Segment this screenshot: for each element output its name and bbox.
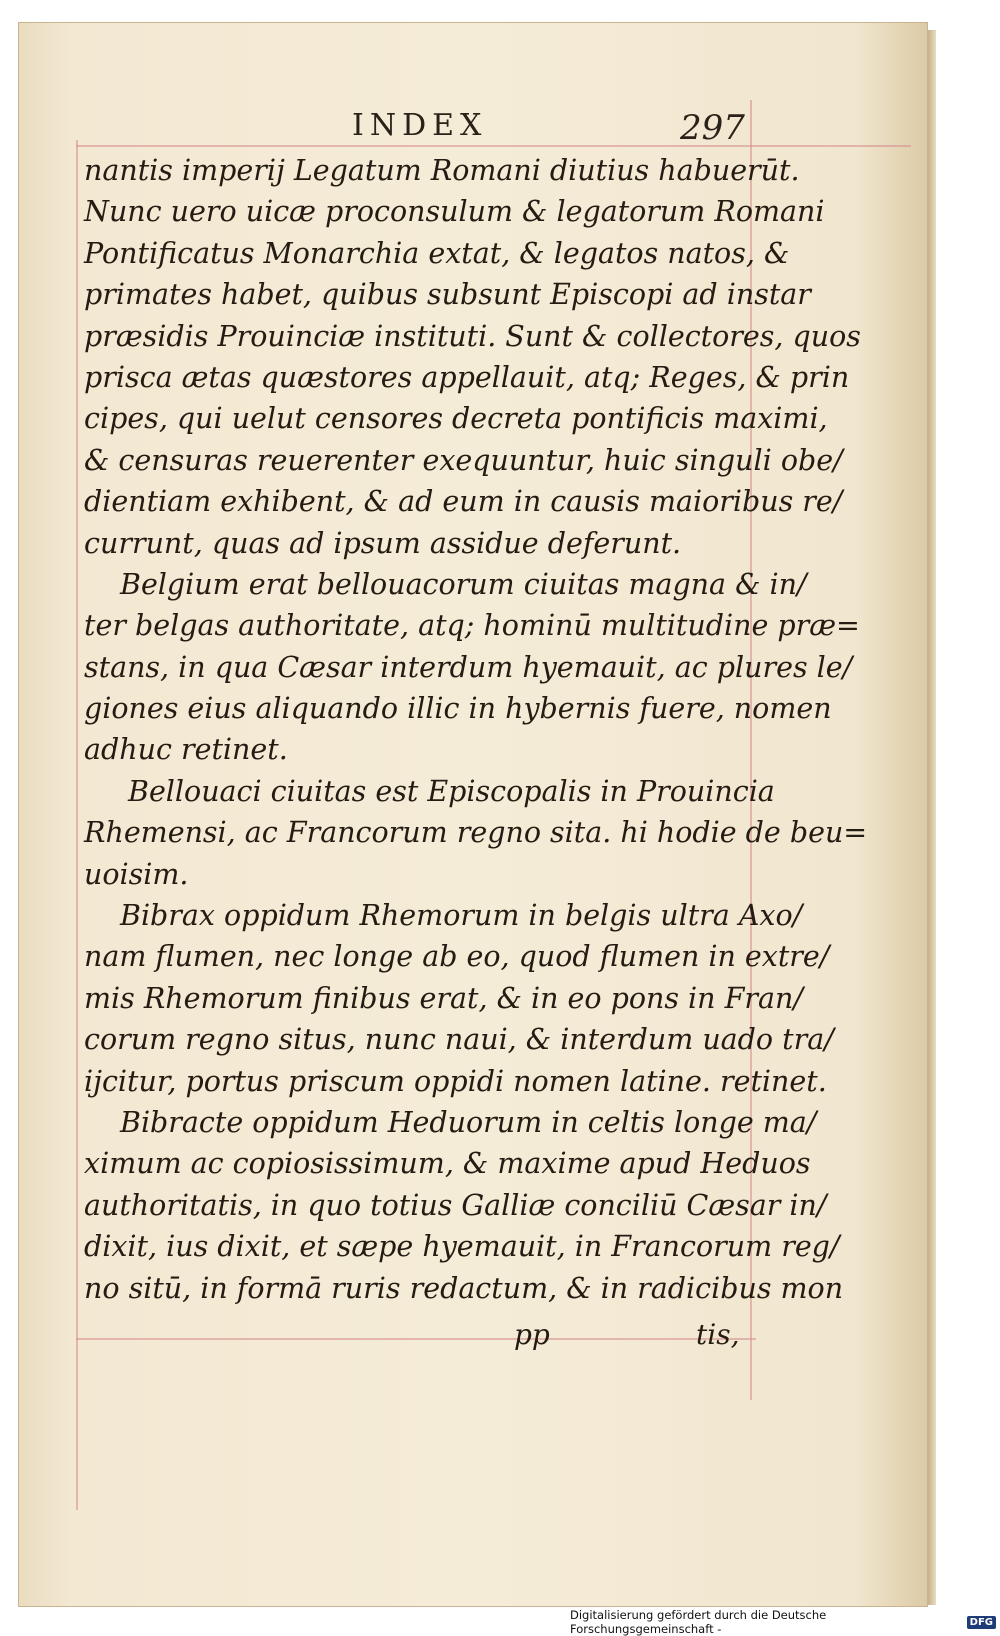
- catchword: tis,: [696, 1318, 740, 1351]
- text-line: Belgium erat bellouacorum ciuitas magna & in/: [120, 567, 807, 601]
- margin-rule-left: [76, 140, 78, 1510]
- text-line: stans, in qua Cæsar interdum hyemauit, ac plures le/: [84, 650, 853, 684]
- text-line: & censuras reuerenter exequuntur, huic singuli obe/: [84, 443, 843, 477]
- text-line: præsidis Prouinciæ instituti. Sunt & collectores, quos: [84, 319, 861, 353]
- text-line: mis Rhemorum finibus erat, & in eo pons in Fran/: [84, 981, 803, 1015]
- text-line: giones eius aliquando illic in hybernis fuere, nomen: [84, 692, 832, 726]
- text-line: no sitū, in formā ruris redactum, & in radicibus mon: [84, 1271, 844, 1305]
- text-line: primates habet, quibus subsunt Episcopi ad instar: [84, 278, 811, 312]
- text-line: corum regno situs, nunc naui, & interdum uado tra/: [84, 1023, 834, 1057]
- body-text: [84, 150, 868, 1309]
- dfg-logo: DFG: [967, 1616, 996, 1629]
- text-line: Rhemensi, ac Francorum regno sita. hi hodie de beu=: [84, 816, 868, 850]
- text-line: nam flumen, nec longe ab eo, quod flumen in extre/: [84, 940, 830, 974]
- text-line: Bellouaci ciuitas est Episcopalis in Prouincia: [128, 774, 775, 808]
- text-line: Nunc uero uicæ proconsulum & legatorum Romani: [84, 195, 825, 229]
- text-line: Bibrax oppidum Rhemorum in belgis ultra Axo/: [120, 899, 803, 933]
- text-line: ximum ac copiosissimum, & maxime apud Heduos: [84, 1147, 811, 1181]
- text-line: prisca ætas quæstores appellauit, atq; Reges, & prin: [84, 360, 850, 394]
- text-line: authoritatis, in quo totius Galliæ conciliū Cæsar in/: [84, 1188, 827, 1222]
- text-line: nantis imperij Legatum Romani diutius habuerūt.: [84, 154, 800, 187]
- paper-edge: [928, 30, 936, 1605]
- running-head: INDEX: [352, 108, 488, 143]
- page-number: 297: [680, 108, 745, 148]
- text-line: Bibracte oppidum Heduorum in celtis longe ma/: [120, 1105, 817, 1139]
- text-line: uoisim.: [84, 857, 189, 891]
- text-line: currunt, quas ad ipsum assidue deferunt.: [84, 526, 682, 560]
- footer-credit: Digitalisierung gefördert durch die Deutsche Forschungsgemeinschaft -: [570, 1608, 827, 1636]
- text-line: adhuc retinet.: [84, 733, 288, 767]
- page-header: [80, 108, 760, 148]
- signature-mark: pp: [514, 1318, 550, 1351]
- text-line: Pontificatus Monarchia extat, & legatos natos, &: [84, 236, 790, 270]
- text-line: dientiam exhibent, & ad eum in causis maioribus re/: [84, 485, 843, 519]
- digitization-footer: [570, 1608, 1000, 1636]
- text-line: ijcitur, portus priscum oppidi nomen latine. retinet.: [84, 1064, 827, 1098]
- catchword-line: [84, 1318, 756, 1358]
- text-line: dixit, ius dixit, et sæpe hyemauit, in Francorum reg/: [84, 1230, 840, 1264]
- text-line: cipes, qui uelut censores decreta pontificis maximi,: [84, 402, 828, 436]
- text-line: ter belgas authoritate, atq; hominū multitudine præ=: [84, 609, 860, 643]
